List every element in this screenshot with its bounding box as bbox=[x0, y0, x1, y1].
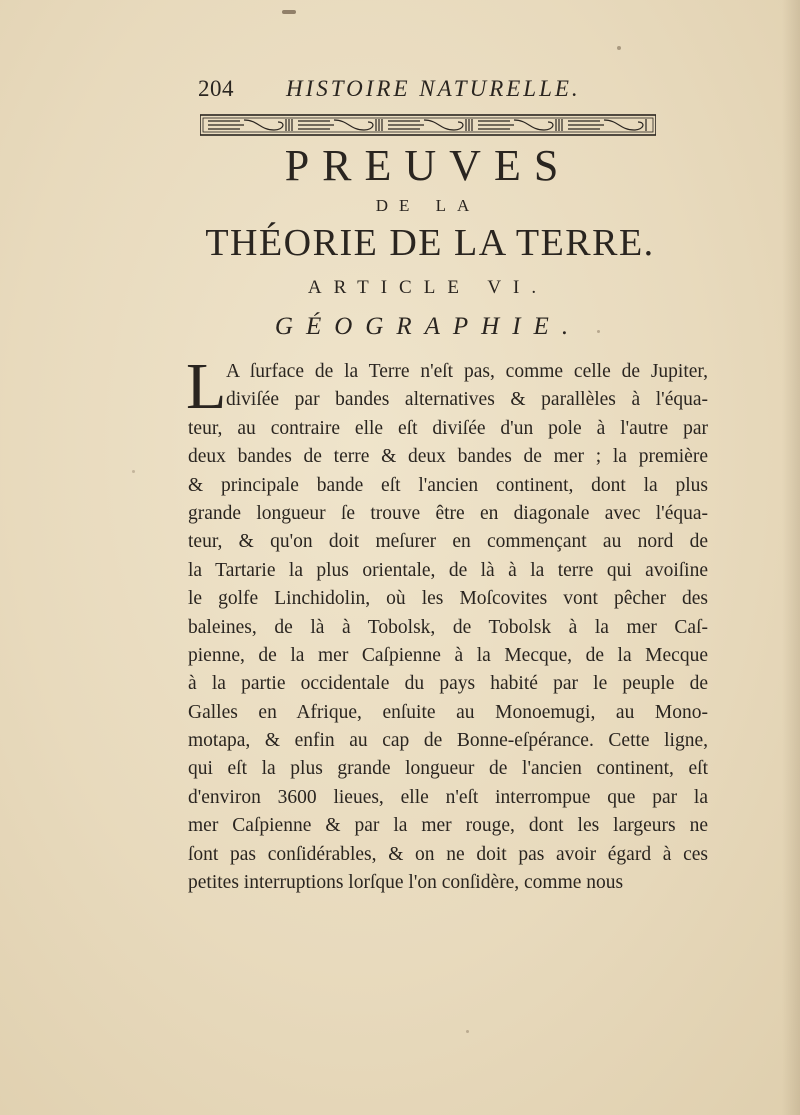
paper-speck bbox=[466, 1030, 469, 1033]
text-line: diviſée par bandes alternatives & parallèles à l'équa- bbox=[226, 389, 708, 411]
text-line: Galles en Afrique, enſuite au Monoemugi, au Mono- bbox=[188, 701, 708, 723]
ornamental-band bbox=[200, 114, 656, 136]
drop-cap: L bbox=[186, 350, 227, 423]
text-line: pienne, de la mer Caſpienne à la Mecque, de la Mecque bbox=[188, 644, 708, 666]
text-line: & principale bande eſt l'ancien continent, dont la plus bbox=[188, 474, 708, 496]
text-line: teur, au contraire elle eſt diviſée d'un pole à l'autre par bbox=[188, 417, 708, 439]
text-line: grande longueur ſe trouve être en diagonale avec l'équa- bbox=[188, 502, 708, 524]
text-line: qui eſt la plus grande longueur de l'ancien continent, eſt bbox=[188, 758, 708, 780]
running-title: HISTOIRE NATURELLE. bbox=[286, 76, 581, 101]
text-line: la Tartarie la plus orientale, de là à la terre qui avoiſine bbox=[188, 559, 708, 581]
article-number: ARTICLE VI. bbox=[307, 277, 549, 298]
text-line: teur, & qu'on doit meſurer en commençant au nord de bbox=[188, 531, 708, 553]
text-line: ſont pas conſidérables, & on ne doit pas avoir égard à ces bbox=[188, 843, 708, 865]
paper-speck bbox=[282, 10, 296, 14]
text-line: baleines, de là à Tobolsk, de Tobolsk à la mer Caſ- bbox=[188, 616, 708, 638]
text-line: d'environ 3600 lieues, elle n'eſt interrompue que par la bbox=[188, 786, 708, 808]
page-number: 204 bbox=[198, 76, 234, 101]
text-line: motapa, & enfin au cap de Bonne-eſpérance. Cette ligne, bbox=[188, 730, 708, 752]
work-title: THÉORIE DE LA TERRE. bbox=[205, 222, 655, 264]
text-line: deux bandes de terre & deux bandes de mer ; la première bbox=[188, 446, 708, 468]
section-subtitle: DE LA bbox=[375, 196, 481, 215]
text-line: à la partie occidentale du pays habité par le peuple de bbox=[188, 673, 708, 695]
text-line: le golfe Linchidolin, où les Moſcovites vont pêcher des bbox=[188, 588, 708, 610]
section-title: PREUVES bbox=[284, 141, 572, 190]
text-line: A ſurface de la Terre n'eſt pas, comme celle de Jupiter, bbox=[226, 361, 708, 382]
running-head bbox=[198, 76, 658, 110]
paper-speck bbox=[617, 46, 621, 50]
body-text bbox=[186, 350, 708, 897]
article-title: GÉOGRAPHIE. bbox=[274, 313, 582, 340]
paper-speck bbox=[132, 470, 135, 473]
text-line: petites interruptions lorſque l'on conſidère, comme nous bbox=[188, 872, 624, 894]
page-edge-shadow bbox=[782, 0, 800, 1115]
text-line: mer Caſpienne & par la mer rouge, dont les largeurs ne bbox=[188, 815, 708, 837]
